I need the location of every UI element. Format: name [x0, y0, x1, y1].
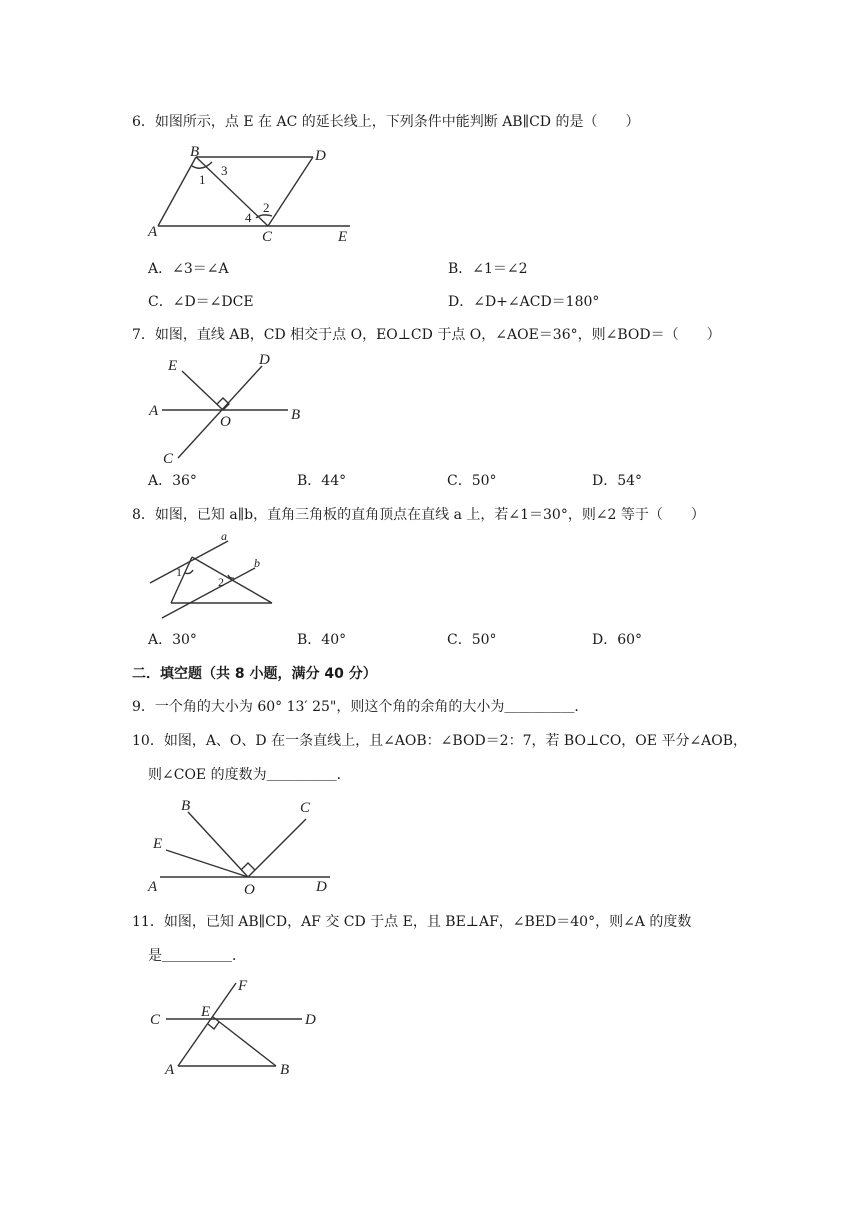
q7-label-C: C — [163, 451, 174, 467]
question-9-text: 9．一个角的大小为 60° 13′ 25"，则这个角的余角的大小为＿＿＿＿＿． — [132, 699, 589, 715]
q6-label-E: E — [338, 229, 348, 245]
question-10-text-line2: 则∠COE 的度数为＿＿＿＿＿． — [148, 767, 351, 783]
q6-label-C: C — [262, 229, 273, 245]
q11-label-D: D — [305, 1012, 316, 1028]
q10-label-O: O — [244, 882, 255, 898]
section-2-heading: 二．填空题（共 8 小题，满分 40 分） — [132, 666, 377, 682]
q6-option-c: C．∠D＝∠DCE — [148, 294, 254, 310]
q6-label-D: D — [315, 148, 326, 164]
q6-angle-4: 4 — [245, 210, 252, 225]
q6-label-B: B — [190, 144, 200, 160]
q6-angle-2: 2 — [263, 200, 270, 215]
q6-option-b: B．∠1＝∠2 — [448, 261, 528, 277]
q11-label-B: B — [280, 1062, 290, 1078]
q7-option-b: B．44° — [297, 473, 347, 489]
q11-label-E: E — [201, 1004, 211, 1020]
q7-label-E: E — [168, 358, 178, 374]
q7-option-d: D．54° — [592, 473, 643, 489]
q8-option-d: D．60° — [592, 632, 643, 648]
q6-angle-1: 1 — [199, 172, 206, 187]
q6-option-d: D．∠D+∠ACD＝180° — [448, 294, 600, 310]
q6-option-a: A．∠3＝∠A — [148, 261, 229, 277]
question-6-text: 6．如图所示，点 E 在 AC 的延长线上，下列条件中能判断 AB∥CD 的是（ ） — [132, 114, 640, 130]
question-7-text: 7．如图，直线 AB，CD 相交于点 O，EO⊥CD 于点 O，∠AOE＝36°，则∠BOD＝（ ） — [132, 327, 721, 343]
q6-angle-3: 3 — [221, 163, 228, 178]
q7-label-A: A — [149, 403, 159, 419]
q8-option-c: C．50° — [447, 632, 497, 648]
q10-label-A: A — [148, 879, 158, 895]
q11-label-A: A — [165, 1062, 175, 1078]
q7-label-O: O — [220, 414, 231, 430]
q6-label-A: A — [148, 224, 158, 240]
q11-label-C: C — [150, 1012, 161, 1028]
q10-label-E: E — [153, 836, 163, 852]
q11-label-F: F — [238, 978, 248, 994]
q8-option-a: A．30° — [148, 632, 197, 648]
question-8-text: 8．如图，已知 a∥b，直角三角板的直角顶点在直线 a 上，若∠1＝30°，则∠2 等于（ ） — [132, 507, 705, 523]
q8-angle-1: 1 — [176, 565, 182, 579]
q10-label-C: C — [300, 800, 311, 816]
q7-option-c: C．50° — [447, 473, 497, 489]
question-11-text-line2: 是＿＿＿＿＿． — [148, 948, 246, 964]
question-11-text-line1: 11．如图，已知 AB∥CD，AF 交 CD 于点 E，且 BE⊥AF，∠BED＝40°，则∠A 的度数 — [132, 914, 692, 930]
q7-label-D: D — [259, 352, 270, 368]
q10-label-D: D — [316, 879, 327, 895]
q10-label-B: B — [181, 798, 191, 814]
question-10-text-line1: 10．如图，A、O、D 在一条直线上，且∠AOB：∠BOD＝2：7，若 BO⊥CO，OE 平分∠AOB， — [132, 733, 748, 749]
q8-label-a: a — [221, 529, 227, 543]
q8-angle-2: 2 — [218, 575, 224, 589]
q8-label-b: b — [254, 556, 260, 570]
q7-label-B: B — [291, 407, 301, 423]
q8-option-b: B．40° — [297, 632, 347, 648]
q7-option-a: A．36° — [148, 473, 197, 489]
